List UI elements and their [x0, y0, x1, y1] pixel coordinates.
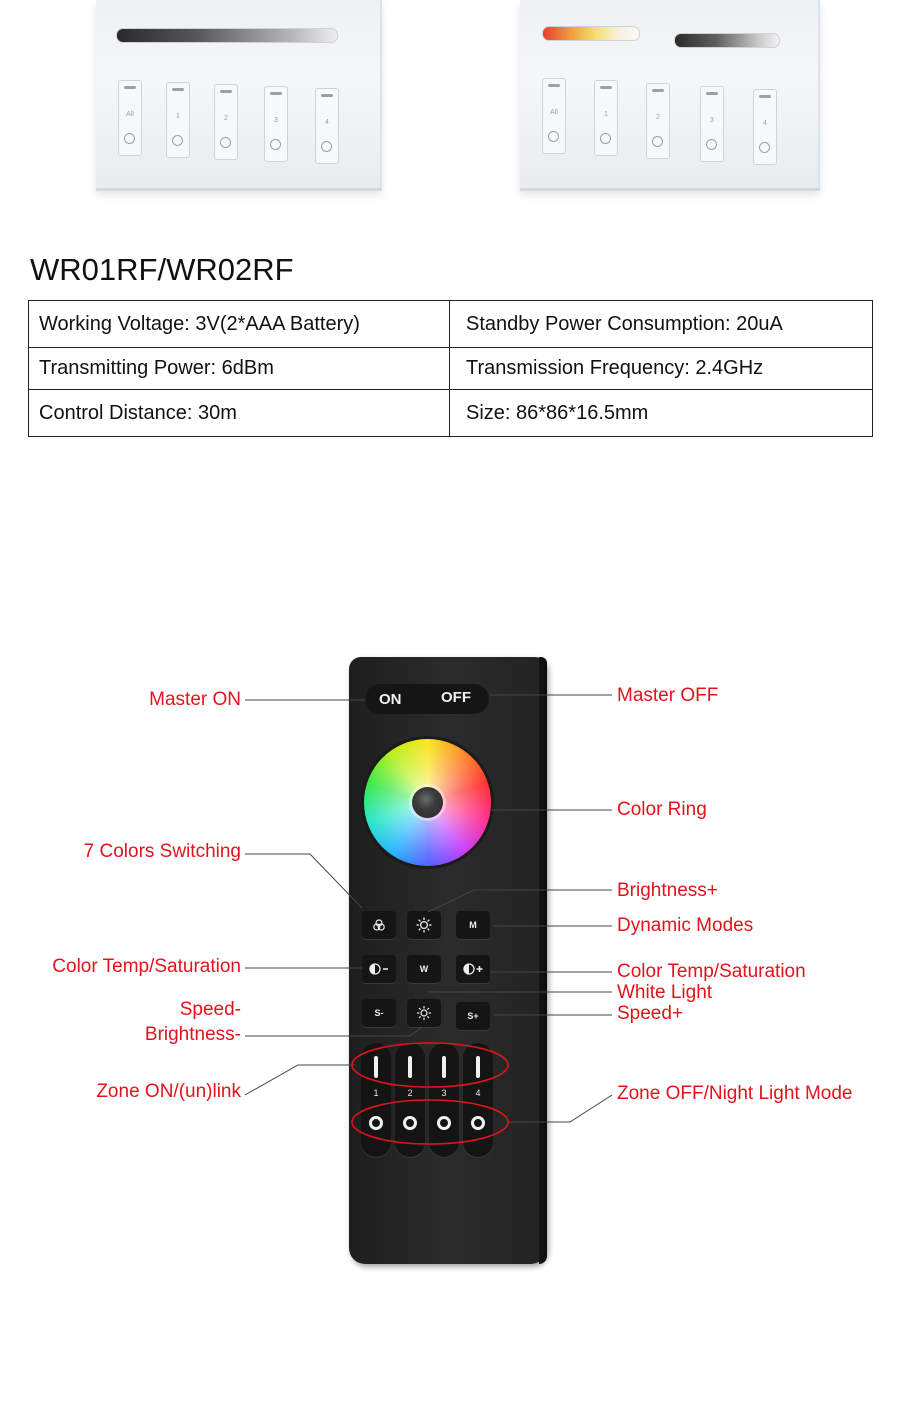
callout-zone-off: Zone OFF/Night Light Mode [617, 1083, 853, 1104]
panel-key-2: 2 [214, 84, 238, 160]
speed-minus-button[interactable]: S- [362, 999, 396, 1027]
spec-cell: Transmission Frequency: 2.4GHz [450, 348, 873, 390]
callout-zone-on: Zone ON/(un)link [96, 1081, 241, 1102]
spec-cell: Standby Power Consumption: 20uA [450, 301, 873, 348]
spec-cell: Working Voltage: 3V(2*AAA Battery) [29, 301, 450, 348]
panel-key-4: 4 [315, 88, 339, 164]
panel-key-3: 3 [264, 86, 288, 162]
callout-color-ring: Color Ring [617, 799, 707, 820]
panel-key-3: 3 [700, 86, 724, 162]
color-ring-center [412, 787, 443, 818]
white-light-button[interactable]: W [407, 955, 441, 983]
master-off-button[interactable]: OFF [441, 689, 471, 706]
callout-brightness-minus: Brightness- [144, 1024, 241, 1045]
line-zone-off [508, 1095, 612, 1122]
panel-key-all: All [118, 80, 142, 156]
line-brightness-plus [428, 890, 612, 912]
speed-plus-button[interactable]: S+ [456, 1002, 490, 1030]
panel-key-1: 1 [594, 80, 618, 156]
zone-number: 1 [373, 1088, 379, 1098]
line-zone-on [245, 1065, 356, 1095]
panel-key-1: 1 [166, 82, 190, 158]
callout-speed-plus: Speed+ [617, 1003, 684, 1024]
zone-number: 4 [475, 1088, 481, 1098]
callout-master-on: Master ON [149, 689, 241, 710]
zone-off-highlight [352, 1100, 508, 1144]
callout-speed-minus: Speed- [179, 999, 241, 1020]
spec-cell: Transmitting Power: 6dBm [29, 348, 450, 390]
spec-cell: Control Distance: 30m [29, 390, 450, 437]
zone-number: 3 [441, 1088, 447, 1098]
callout-seven-colors: 7 Colors Switching [83, 841, 241, 862]
callout-white-light: White Light [617, 982, 713, 1003]
model-title: WR01RF/WR02RF [30, 252, 294, 287]
line-seven-colors [245, 854, 362, 908]
line-brightness-minus [245, 1027, 422, 1036]
panel-key-2: 2 [646, 83, 670, 159]
callout-master-off: Master OFF [617, 685, 719, 706]
dynamic-modes-button[interactable]: M [456, 911, 490, 939]
panel-key-4: 4 [753, 89, 777, 165]
callout-dynamic-modes: Dynamic Modes [617, 915, 754, 936]
callout-brightness-plus: Brightness+ [617, 880, 718, 901]
spec-cell: Size: 86*86*16.5mm [450, 390, 873, 437]
master-on-button[interactable]: ON [379, 691, 402, 708]
panel-key-all: All [542, 78, 566, 154]
callout-cct-left: Color Temp/Saturation [52, 956, 241, 977]
zone-number: 2 [407, 1088, 413, 1098]
zone-on-highlight [352, 1043, 508, 1087]
callout-cct-right: Color Temp/Saturation [617, 961, 806, 982]
